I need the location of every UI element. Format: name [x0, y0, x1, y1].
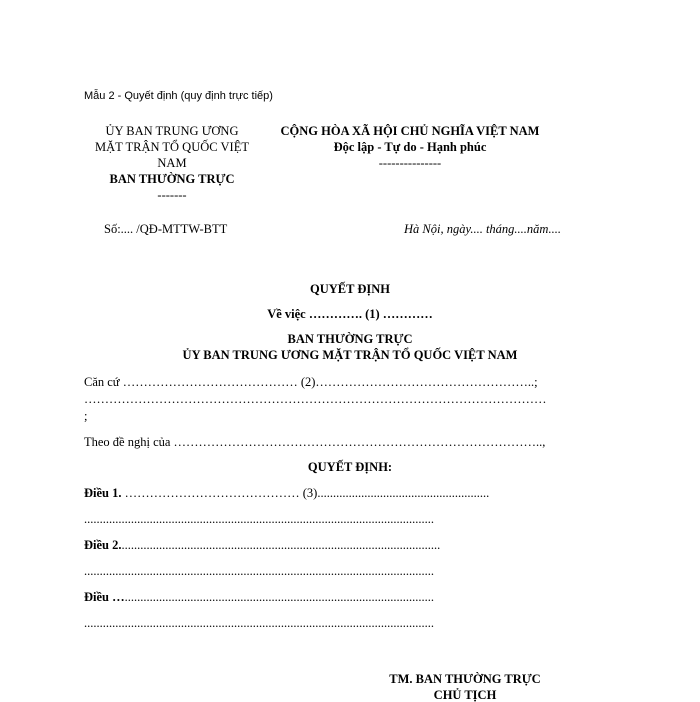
article-2-text: ...................................................................................................... — [121, 538, 441, 552]
proposal-line: Theo đề nghị của …………………………………………………………………………….., — [84, 435, 546, 449]
signature-role: CHỦ TỊCH — [433, 688, 497, 702]
place-date: Hà Nội, ngày.... tháng....năm.... — [404, 222, 561, 236]
article-2 — [84, 539, 440, 552]
national-divider: --------------- — [378, 156, 442, 170]
signature-title: TM. BAN THƯỜNG TRỰC — [389, 672, 541, 686]
legal-basis-line: Căn cứ …………………………………… (2)……………………………………………..; — [84, 375, 538, 389]
issuer-line-1: ỦY BAN TRUNG ƯƠNG — [105, 124, 239, 138]
issuer-divider: ------- — [157, 188, 187, 202]
national-motto: Độc lập - Tự do - Hạnh phúc — [333, 140, 487, 154]
issuer-title-1: BAN THƯỜNG TRỰC — [287, 332, 413, 346]
article-3-label: Điều … — [84, 590, 125, 604]
article-2-label: Điều 2. — [84, 538, 122, 552]
legal-basis-continuation: ………………………………………………………………………………………………… — [84, 392, 547, 406]
decision-heading: QUYẾT ĐỊNH: — [307, 460, 393, 474]
issuer-line-3: NAM — [157, 156, 187, 170]
national-title: CỘNG HÒA XÃ HỘI CHỦ NGHĨA VIỆT NAM — [280, 124, 540, 138]
issuer-line-2: MẶT TRẬN TỔ QUỐC VIỆT — [95, 140, 249, 154]
document-title: QUYẾT ĐỊNH — [310, 282, 390, 296]
article-2-dots: ................................................................................................................ — [84, 564, 434, 578]
legal-basis-semicolon: ; — [84, 409, 88, 423]
issuer-title-2: ỦY BAN TRUNG ƯƠNG MẶT TRẬN TỔ QUỐC VIỆT NAM — [182, 348, 518, 362]
article-1-label: Điều 1. — [84, 486, 122, 500]
article-3 — [84, 591, 434, 604]
article-3-text: ................................................................................................... — [124, 590, 434, 604]
form-label: Mẫu 2 - Quyết định (quy định trực tiếp) — [84, 90, 273, 102]
article-3-dots: ................................................................................................................ — [84, 616, 434, 630]
issuer-line-4: BAN THƯỜNG TRỰC — [109, 172, 235, 186]
article-1-dots: ................................................................................................................ — [84, 512, 434, 526]
article-1-text: …………………………………… (3)....................................................... — [121, 486, 490, 500]
article-1 — [84, 487, 489, 500]
document-number: Số:.... /QĐ-MTTW-BTT — [104, 222, 228, 236]
document-subject: Về việc …………. (1) ………… — [267, 307, 433, 321]
